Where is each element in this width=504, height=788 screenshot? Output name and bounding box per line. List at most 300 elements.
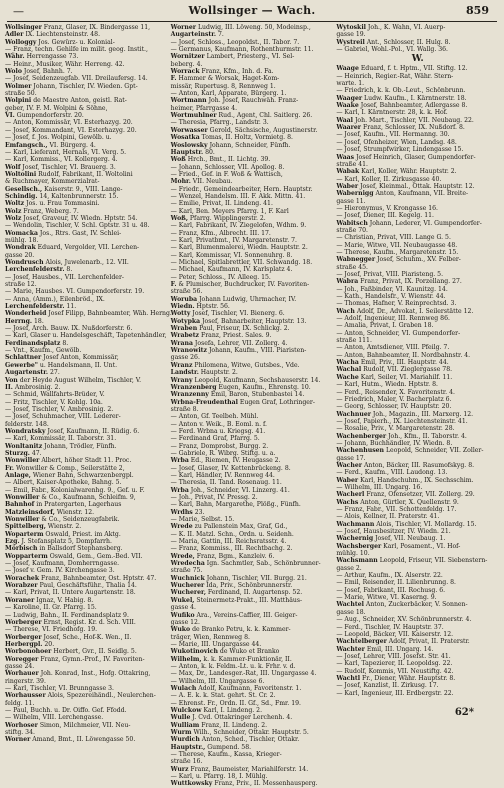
directory-entry: — Karl, Ben. Meyers Pfarrg. 1, F. Karl [170,207,289,215]
directory-entry: Wytoskil Joh., K. Wahn, VI. Auerp- [336,24,446,31]
directory-entry: — Josef, Diener, III. Kegelg. 11. [336,212,434,220]
directory-entry: — Wendolin, Tischler, V. Schl. Gptstr. 31 u. 48. [5,222,150,230]
directory-entry: — Rosalie, Priv., V. Margaretenstr. 28. [336,425,455,433]
directory-entry: — Peter, Schloss., IV. Alleeg. 15. [170,273,271,281]
directory-entry: Wollsinger Franz, Glaser, IX. Bindergasse 11, [5,24,151,31]
directory-entry: — Franz, Kfm., Albrecht. III. 17. [170,229,271,237]
directory-entry: Sturzg. 47. [5,449,42,457]
directory-entry: Ezg. J. Stefansplatz 5, Dompfarrh. [5,538,112,546]
directory-entry: — Marie, Witwe, VI. Kaserng. 9. [336,594,437,602]
directory-entry: — Max, Dr., Landesger.-Rat, III. Ungargasse 4. [170,670,317,678]
directory-entry: Wachtl Fr., Diener, Währ. Hauptstr. 8. [336,674,456,682]
directory-entry: — Karl, Hutm., Wiedn. Hptstr. 8. [336,381,438,389]
directory-entry: — Arthur, Kaufm., IX. Alserstr. 22. [336,572,443,580]
directory-entry: Wach Adolf, Dr., Advokat, I. Seilerstätte 12. [336,307,474,315]
directory-entry: Wukotinovich de Wuko et Branko [170,648,280,656]
directory-entry: — Anton, Schneider, VI. Gumpendorfer- [336,329,461,337]
directory-entry: Adler IX. Liechtensteinstr. 48. [5,31,101,39]
directory-entry: Woltz Jos. u. Frau Tommasini. [5,200,100,208]
directory-entry: Wrba Joh., Schneider, VI. Linzerg. 41. [170,486,290,494]
column-1 [5,24,172,744]
directory-entry: — Franz, Kommiss., III. Rechtbachg. 2. [170,545,293,553]
directory-entry: Waber Karl, Handschuhm., IX. Sechsschim. [336,476,474,484]
directory-entry: Waager Ludw. Kaufm., I. Kärntnerstr. 18. [336,94,467,102]
directory-entry: — Karl, I. Kärntnerstr. 28, k. k. Hof. [336,109,448,117]
directory-entry: Wachtelberger Adolf, Privat, II. Praterstr. [336,638,470,646]
directory-entry: — Therese, Kaufm., Kassa, Krieger- [170,751,282,759]
directory-entry: F. & Plumischer, Buchdrucker, IV. Favoriten- [170,281,310,289]
directory-entry: Wonwiller & Co., Kaufmann, Schleifm. 9, [5,494,136,501]
directory-entry: Woltolini Rudolf, Fabrikant, II. Woltolini [5,170,133,178]
directory-entry: ringerstr. 39. [5,677,46,685]
directory-entry: — Karl, Kommissär, II. Taborstr. 31. [5,435,117,443]
directory-entry: Wachenhusen Leopold, Schneider, VII. Zoller- [336,447,484,455]
directory-entry: Woruba Johann Ludwig, Uhrmacher, IV. [170,295,297,303]
directory-entry: Ferdinandsplatz 8. [5,339,69,347]
directory-entry: Emfangsch., VI. Bürgerg. 4. [5,141,96,149]
directory-entry: beberg. 4. [170,60,203,68]
directory-entry: — Josef, Kommandant, VI. Esterhazyg. 20. [5,126,137,134]
directory-entry: Wranowitz Johann, Kaufm., VIII. Piaristen- [170,347,307,355]
directory-entry: Worbonohoer Herbert, Gvr., II. Seidlg. 5. [5,648,137,656]
directory-entry: — Ferd., Tischler, IV. Hauptstr. 37. [336,623,444,631]
directory-entry: Wolf Josef, Tischler, VI. Brauerg. 3. [5,163,116,171]
directory-entry: träger, Wien, Rennweg 8. [170,633,250,641]
directory-entry: Wondratsky Josef, Kaufmann, II. Rüdig. 6. [5,427,140,435]
running-head: Wollsinger — Wach. [188,4,316,17]
directory-entry: Fr. Wonwiller & Comp., Seilerstätte 2, [5,464,125,472]
directory-entry: — Adolf, Ingenieur, III. Rennweg 86. [336,315,450,323]
directory-entry: Wolo Josef, Bahnh. 7. [5,68,73,76]
directory-entry: Wiedn. Hptstr. 56. [170,303,230,311]
directory-entry: — Hieronymus, V. Krongasse 16. [336,204,438,212]
directory-entry: Wosatka Tomas, II. Holtz, Vormietg. 8. [170,134,293,142]
directory-entry: Herbergpl. 20. [5,640,55,648]
directory-entry: Wrba Ed., Riemen, IV. Heugasse 2. [170,457,281,465]
directory-entry: — Ehrenst. Fr., Ordn. II. Gf., Sd., Fmr. 19. [170,699,301,707]
directory-entry: Worner Amand, Bmt., II. Löwengasse 50. [5,736,136,744]
directory-entry: Wabra Franz, Privat, IX. Porzellang. 27. [336,278,462,286]
directory-entry: — Fried., Gef. in F. Woß & Wattisch, [170,170,283,178]
directory-entry: mühlg. 18. [5,236,39,244]
directory-entry: — Wilhelm, III. Ungargasse 6. [170,677,265,685]
directory-entry: straße 70. [336,226,369,234]
directory-entry: Wachs Anton, Gürtler, X. Quellenstr. 9. [336,498,459,506]
directory-entry: Herrng. 18. [5,317,44,325]
directory-entry: — Franz, Domprobst, Burgg. 2. [170,442,269,450]
directory-entry: — Josef, Privat, VIII. Piaristeng. 5. [336,271,444,278]
directory-entry: warte. 1. [336,80,365,88]
directory-entry: — Franz, techn. Gehilfe im milit. geog. Instit., [5,46,148,54]
directory-entry: — Paul, Buchh. u. Dr. Oiffo. Gef. Ffodd. [5,706,127,714]
directory-entry: Augartenstr. 27. [5,369,60,377]
directory-entry: Waarer Franz, Schlosser, IX. Nußdorf. 8. [336,124,465,132]
directory-entry: Mohr. VII. Neubau. [170,178,233,186]
page-header [5,4,499,20]
directory-entry: Wabernigg Anton, Kaufmann, VII. Breite- [336,190,469,198]
directory-entry: Wondrak Eduard, Vergolder, VII. Lerchen- [5,244,140,252]
directory-entry: — Anton v. Weik., B. Eoml. n. f. [170,420,268,428]
directory-entry: Gewerbe" u. Handelsmann, II. Unt. [5,361,118,369]
directory-entry: — Friedr., Gemeindearbeiter, Hern. Hauptstr. [170,185,313,193]
directory-entry: gasse 20. [5,251,35,259]
directory-entry: — Josef, Kaufm., VII. Hermanng. 30. [336,131,450,139]
directory-entry: — Josef, Ofenheizer, Wien, Landsg. 48. [336,138,457,146]
directory-entry: — Amalia, Privat, I. Graben 18. [336,322,434,330]
directory-entry: — Josef, Hausbes., VII. Lerchenfelder- [5,273,124,281]
directory-entry: — Josef, Papierh., IX. Liechtensteinstr. 41. [336,417,468,425]
directory-entry: — Josef, Glaser, IV. Kettenbrückeng. 8. [170,464,291,472]
directory-entry: — Josef, Seidenzeugfab. VII. Dreilaufersg. 14. [5,75,148,83]
page-number: 859 [466,4,489,17]
directory-entry: Matzleinsdorf, Wienstr. 12. [5,508,95,516]
directory-entry: — Anton, k. k. Feldm.-Lt. u. k. Frhr. v. d. [170,662,296,670]
directory-entry: — Karl, Koller, II. Zirkusgasse 40. [336,175,442,183]
directory-entry: Waake Josef, Bahnbeamter, Adlergasse 8. [336,102,468,110]
directory-entry: Wranz Philomena, Witwe, Gutsbes., Vde. [170,361,300,369]
directory-entry: — Ferd., Kaufm., VIII. Laudong. 13. [336,469,448,477]
directory-entry: Wopparterm Oswald, Gem., Gem.-Bed. VII. [5,552,143,560]
directory-entry: — Karl, u. Pfarrg. 18, I. Mühlg. [170,773,268,781]
directory-entry: Wrany Leopold, Kaufmann, Sechshauserstr. 14. [170,376,321,384]
directory-entry: Von der Heyde August Wilhelm, Tischler, V. [5,376,142,384]
directory-entry: Wukel, Steinermetz-Prakt., III. Matthäus- [170,596,303,604]
directory-entry: Wortmann Joh. Josef, Rauchwäh. Franz- [170,97,299,105]
directory-entry: Wurz Franz, Baumeister, Mariahilferstr. 14. [170,765,309,773]
directory-entry: F. Hammer & Worsak, Haget-Kom- [170,75,280,83]
directory-entry: Lerchenfelderstr. 11. [5,303,77,311]
directory-entry: — Marie, Witwe, VII. Neubaugasse 48. [336,241,458,249]
directory-entry: — Therese, VI. Friedhofg. 19. [5,626,98,634]
directory-entry: gasse 24. [5,662,35,670]
directory-entry: gasse 4. [170,604,197,612]
directory-entry: — Josef, Schuhmacher, VIII. Lederer- [5,413,121,421]
directory-entry: Wystreil Ant., Schlosser, II. Hulg. 8. [336,38,451,46]
directory-entry: — Karl, Ingenieur, III. Erdbergstr. 22. [336,689,454,697]
directory-entry: Wolloggy Jos. Gewürz- u. Kolonial- [5,38,115,46]
directory-entry: Wonwiller & Co., Seidenzeugfabrik. [5,516,120,524]
directory-entry: Lerchenfelderstr. 8. [5,266,73,274]
directory-entry: — Heinrich, Regier.-Rat, Währ. Stern- [336,72,454,80]
directory-entry: Wondrusch Alois, Juwelenarb., 12. VII. [5,259,129,266]
directory-entry: Wotypka Josef, Bahnarbeiter, Hauptstr. 13. [170,317,307,325]
directory-entry: — Josef, Fabrikant, III. Rochusg. 6. [336,586,446,594]
directory-entry: Wranzenny Emil, Baron, Stubenbastei 14. [170,391,305,399]
directory-entry: Wonltanitz Johann, Trödler, Fünfh. [5,442,117,450]
directory-entry: — Kath., Handelsfr., V. Wienstr. 44. [336,293,446,301]
directory-entry: Wraben Paul, Friseur, IX. Schlickg. 2. [170,325,290,333]
directory-entry: Wachenberger Joh., Kfm., II. Taborstr. 4. [336,432,467,440]
directory-entry: Mörbisch in Ballsdorf Stephansberg. [5,545,123,553]
directory-entry: Wrede, Franz, Bgm., Kanzleiv. 6. [170,552,275,560]
directory-entry: — Emil, Reisender, II. Lilienbrunng. 8. [336,579,457,587]
header-dash: — [13,5,24,18]
directory-entry: Wachter Emil, III. Ungarg. 14. [336,645,434,653]
directory-entry: Wulckow Karl, I. Lindeng. 2. [170,706,263,714]
directory-entry: — Fritz, Tischler, V. Kohlg. 10a. [5,398,103,406]
column-2 [170,24,334,788]
directory-entry: — Anton, Bahnbeamter, II. Nordbahnstr. 4. [336,351,471,359]
directory-entry: — Karl, Blumenmalerei, Wiedn. Hauptstr. 2. [170,244,308,252]
directory-entry: — Therese, Kaufm., Margaretenstr. 15. [336,248,459,256]
signature-mark: 62* [454,707,474,718]
directory-entry: straße 12. [5,281,37,289]
directory-entry: Wacherl Franz, Ofensetzer, VII. Zollerg. 29. [336,491,475,499]
directory-entry: gasse 19. [336,31,366,39]
directory-entry: — Vnt., Kaufm., Gewölb. [5,347,82,355]
directory-entry: — Theresia, Pfarrg., Landstr. 3. [170,119,269,127]
directory-entry: — Marie, III. Ungargasse 44. [170,640,262,648]
directory-entry: — K. II. Matzl. Schn., Ordn. u. Seidenh. [170,530,294,538]
directory-entry: Wurm Wilh., Schneider, Ottakr. Hauptstr. 5. [170,729,309,736]
directory-entry: — Josef, Tischler, V. Ambrosinig. 2. [5,405,114,413]
directory-entry: straße 45. [336,263,369,271]
directory-entry: — Wilhelm, III. Ungarg. 16. [336,483,423,491]
directory-entry: — Maria, Gattin, III. Reichsratsstr. 4. [170,538,287,546]
directory-entry: — Joh., Faßbinder, VI. Kaunitzg. 14. [336,285,448,293]
directory-entry: — Karl, Bahn, Margarethe, Plößg., Fünfh. [170,501,301,509]
directory-entry: stiftg. 34. [5,729,35,736]
directory-entry: Worberger Josef, Sche., Hof-K. Wen., II. [5,633,132,641]
directory-entry: — Johann, Buchhändler, IV. Wiedn. 8. [336,439,453,447]
directory-entry: gasse 12. [170,618,200,626]
directory-entry: Wachsberger Karl, Posament., VI. Hof- [336,542,461,550]
directory-entry: — Ludwig, Bahn., II. Ferdinandsplatz 9. [5,611,129,619]
directory-entry: — Ferd. Wrbna u. Kriegsg. 41. [170,427,266,435]
directory-entry: — Josef, f. Jos. Wolpini, Gewölb. u. [5,134,112,142]
directory-entry: Augarteinstr. 7. [170,31,224,39]
directory-entry: VI. Gumpendorferstr. 20. [5,112,84,120]
directory-entry: — Georg, Schlosser, IV. Hauptstr. 20. [336,403,452,411]
directory-entry: feldg. 11. [5,699,35,707]
directory-entry: Woslowsky Johann, Schneider, Fünfh. [170,141,291,149]
directory-entry: Wucherer Ida, Priv., Schönbrunnerstr. [170,582,293,590]
directory-entry: Wachtel Anton, Zuckerbäcker, V. Sonnen- [336,601,468,609]
directory-entry: straße 16. [170,758,203,766]
directory-entry: Wabnegger Josef, Schuhm., XV. Felber- [336,256,461,264]
directory-entry: Schlattner Josef Anton, Kommissär, [5,354,119,362]
directory-entry: Wrede zu Pallenstein Max, Graf, Gd., [170,523,288,531]
directory-entry: straße 8. [170,405,199,413]
directory-entry: Woregger Franz, Gymn.-Prof., IV. Favoriten- [5,655,145,663]
directory-entry: — Marie, Selbst. 15. [170,516,235,524]
directory-entry: Wacher Anton, Bäcker, III. Rasumofskyg. 8. [336,461,475,469]
directory-entry: Woraner Ignaz, V. Habig. 8. [5,596,94,604]
directory-entry: — Josef, Schloss., Leopoldst., II. Tabor. 7. [170,38,300,46]
directory-entry: Wachernig Josef, VII. Neubaug. 1. [336,535,446,543]
section-letter: W. [411,54,424,65]
directory-entry: Währ. Herrengasse 73. [5,53,79,61]
directory-entry: Wredecha Ign. Sachmtler, Sab., Schönbrunner- [170,560,321,568]
directory-entry: Waal Joh. Mart., Tischler, VII. Neubaug. 22. [336,116,474,124]
directory-entry: gasse 11. [336,197,366,205]
directory-entry: — Michael, Kaufmann, IV. Karlsplatz 4. [170,266,293,274]
directory-entry: missär, Rupertusg. 8, Rennweg 1. [170,82,276,90]
directory-entry: — Josef, Arch. Bauw. IX. Nußdorferstr. 6. [5,325,133,333]
directory-entry: — Franz, Fabr., VII. Schottenfeldg. 17. [336,506,457,513]
directory-entry: Wolmer Johann, Tischler, IV. Wieden. Gpt- [5,82,138,90]
directory-entry: — Ferdinand Graf, Pfarrg. 5. [170,435,260,443]
directory-entry: — Leopold, Bäcker, VII. Kaiserstr. 12. [336,630,454,638]
directory-entry: — Josef v. Gem. IV. Kirchengasse 3. [5,567,115,575]
directory-entry: — Karl, Kommissar, VI. Sonnenuhrg. 8. [170,251,293,259]
directory-entry: — Aug., Schneider, XV. Schönbrunnerstr. 4. [336,616,472,624]
directory-entry: Wachal Rudolf, VII. Zieglergasse 78. [336,366,453,374]
directory-entry: straße 50. [5,90,37,98]
header-rule [7,21,497,22]
directory-entry: — Josef, Kaufmann, Domherrngasse. [5,560,120,568]
directory-entry: Waage Eduard, f. t. Hptm., VII. Stiftg. 12. [336,65,468,73]
directory-entry: gasse 18. [336,608,366,616]
directory-entry: — Thomas, Hafner, V. Reinprechtsd. 3. [336,300,457,308]
directory-entry: mühlg. 10. [336,550,370,558]
directory-entry: Gesellsch., Kaiserstr. 9., VIII. Lange- [5,185,123,193]
directory-entry: — Karl, Fabrikant, IV. Ziegelofen, Wdhm. 9. [170,222,307,230]
directory-entry: — Rudolf, Kommis, VII. Neustiftg. 42. [336,667,454,675]
directory-entry: Wrana Josefa, Lehrer, VII. Zollerg. 4. [170,339,288,347]
directory-entry: Wachmann Alois, Tischler, VI. Mollardg. 15. [336,520,477,528]
directory-entry: Bahnhof in Pratergarten, Lagerhaus [5,501,122,509]
directory-entry: Worhauer Joh. Konrad, Inst., Hofg. Ottakring, [5,670,151,678]
column-3 [336,24,499,708]
directory-entry: — Karl, Glaser u. Handelsgeschäft, Tapetenhändler, [5,332,167,340]
directory-entry: — Karl, Lieferant, Hernals, VI. Verg. 5. [5,148,127,156]
directory-entry: — Wilhelm, VIII. Lerchengasse. [5,714,104,722]
directory-entry: Woß Hrch., Bmt., II. Lichtg. 39. [170,156,271,164]
directory-entry: gasse 26. [170,354,200,362]
directory-entry: Wrbna-Freudenthal Eugen Graf, Lothringer- [170,398,315,406]
directory-entry: Worabzer Paul, Geschäftsführ., Thalia 14. [5,582,137,590]
directory-entry: — Karl, Tischler, VI. Brunngasse 3. [5,684,114,692]
directory-entry: — Wenzel, Handelsm. III. F. Akk. Mittn. 41. [170,192,306,200]
directory-entry: — Schmid, Wallfahrts-Brüder, V. [5,391,105,399]
directory-entry: — Karl, Tapezierer, II. Leopoldsg. 22. [336,660,453,668]
directory-entry: Woparterm Oswald, Priest. im Aktg. [5,530,121,538]
directory-entry: — Josef, Strumpfwirker, Lindengasse 15. [336,146,464,154]
directory-entry: Wachnuer Joh., Magazin., III. Marxerg. 12. [336,410,474,418]
directory-entry: Anlage, Wiener Bahn, Schwarzenbergpl. [5,471,134,479]
directory-entry: — Friedrich, Maler, V. Bacherplatz 6. [336,395,452,403]
directory-entry: Landstr. Hauptstr. 2. [170,369,238,377]
directory-entry: felderstr. 148. [5,420,49,428]
directory-entry: geber, IV. F. M. Wolpini & Söhne, [5,104,108,112]
directory-entry: — Friedrich, k. k. Ob.-Leut., Schönbrunn. [336,87,466,95]
directory-entry: Wulliam Franz, II. Lindeng. 2. [170,721,268,729]
directory-entry: Worberger Ernst, Regist. Kr. d. Sch. VIII. [5,618,136,626]
directory-entry: — Emil, Fabr., Kolonialwarenhg. 9., Gef. u. F. [5,486,145,494]
directory-entry: — Ferd., Reisender, X. Favoritenstr. 4. [336,388,455,396]
directory-entry: Wornitzer Lambert, Priesterg., VI. Sel- [170,53,295,61]
directory-entry: Worachek Franz, Bahnbeamter, Ost. Hptstr. 47. [5,574,157,582]
directory-entry: — Albert, Kaiser-Apotheke, Bahng. 5. [5,479,122,487]
directory-entry: Wabitsch Johann, Lederer, VI. Gumpendorfer- [336,219,482,227]
directory-entry: Spittelberg, Wienstr. 2. [5,523,82,531]
directory-entry: Worrack Franz, Kfm., Inh. d. Fa. [170,68,274,76]
directory-entry: Wacha Emil, Priv., III. Hauptstr. 44. [336,359,449,367]
directory-entry: Wache Karl, Seiler, VI. Mariahilf. 11. [336,373,453,381]
directory-entry: Wachsmann Leopold, Friseur, VII. Siebenstern- [336,557,488,565]
directory-entry: Schindig. 14, Kaltenbrunnerstr. 15. [5,192,119,200]
directory-entry: & Ruchmayer, Kommerzialrat- [5,178,100,186]
directory-entry: Wortmuhlner Rud., Agent, Chl. Saitlerg. 26. [170,112,313,120]
directory-entry: Wonderheid Josef Filipp, Bahnbeamter, Wäh. Herng. [5,310,172,318]
directory-entry: — Anton, Karl, Apparate, Bürgerg. 1. [170,90,287,98]
directory-entry: Wuko de Branko Petru, k. k. Kammer- [170,626,291,634]
directory-entry: — Michael, Spitlabrettler, VII. Schwandg. 18. [170,259,313,266]
directory-entry: Wabak Karl, Koller, Währ. Hauptstr. 2. [336,168,457,176]
directory-entry: Wranzenberg Eugen, Kaufm., Ehrenstg. 10. [170,383,311,391]
directory-entry: — Gabriele, R. Wibrg. Stiftg. u. a. [170,449,276,457]
directory-entry: Wulle J. Cvd. Ottakringer Lerchenh. 4. [170,714,293,722]
directory-entry: Wufiko Ara., Vereins-Caffier, III. Geiger- [170,611,298,619]
directory-entry: Worner Ludwig, III. Löweng. 50, Modeinsp., [170,24,311,31]
directory-entry: — Anton, Kommissär, VI. Esterhazyg. 20. [5,119,133,127]
directory-entry: Woß, Pfarrg. Wipplingerstr. 2. [170,214,266,222]
directory-entry: — Karl, Händler, IV. Rennweg 44. [170,471,275,479]
directory-entry: heimer, Pfarrgasse 4. [170,104,238,112]
directory-entry: — Johann, Schlosser, VII. Apollog. 8. [170,163,285,171]
directory-entry: — Anna, (Amm.), Eilenbröd., IX. [5,295,105,303]
directory-entry: Worhausser Alois, Spezereihändl., Neulerchen- [5,692,156,700]
directory-entry: Wurdich Anton, Sched., Tischler, Ottakr. [170,736,300,744]
directory-entry: — Karl, Kommiss., VI. Kollergerg. 4. [5,156,118,164]
directory-entry: Wilhelm, k. k. Kammer-Funktionär, II. [170,655,292,663]
directory-entry: — Joh., Privat, IV. Pressg. 2. [170,494,258,501]
directory-entry: Wotty Josef, Tischler, VI. Bienerg. 6. [170,310,285,318]
directory-entry: Worhoser Simon, Milchmeier, VII. Neu- [5,721,131,729]
directory-entry: — Theresia, II. Tand. Rosenaug. 11. [170,479,282,487]
directory-entry: — Christian, Privat, VIII. Lange G. 5. [336,234,451,242]
directory-entry: straße 75. [170,567,203,575]
directory-entry: — Germanus, Kaufmann, Rothenthurmstr. 11. [170,46,314,54]
directory-entry: Wonwiller Albert, höher Stadt 11. Proc. [5,457,132,465]
directory-entry: — Alois, Kellner, II. Praterstr. 41. [336,513,440,521]
directory-entry: — Marie, Hausbes. VI. Gumpendorferstr. 19. [5,288,145,296]
directory-entry: Waber Josef, Kleinmal., Ottak. Hauptstr. 12. [336,182,475,190]
directory-entry: — Gabriel, Wohl.-Pol., VI. Wallg. 36. [336,46,449,54]
directory-entry: Worwasser Gerold, Sächsische, Augustinerstr. [170,126,318,134]
directory-entry: Wuttkowsky Franz, Priv., II. Messenhausperg. [170,780,318,788]
directory-entry: — Josef, Lehrer, VIII. Josefst. Str. 41. [336,652,451,660]
directory-entry: straße 56. [170,288,203,296]
directory-entry: — Anton, Gf. Teelbeh. Mühl. [170,413,259,421]
directory-entry: Wucherer, Ferdinand, II. Augartensp. 52. [170,589,303,597]
directory-entry: Wolpini de Maestre Anton, geistl. Rat- [5,97,127,105]
directory-entry: Hauptstr. 80. [170,148,215,156]
directory-entry: Waas Josef Heinrich, Glaser, Gumpendorfer- [336,153,476,161]
directory-entry: — Karl, Privatbmt., IV. Margaretenstr. 7. [170,236,297,244]
directory-entry: — Josef, Hausbesitzer, IV. Wiedn. 21. [336,528,451,536]
directory-entry: Wrabetz Franz, Priest. Sales. 9. [170,332,272,340]
directory-entry: II. Ambrosinig. 2. [5,383,61,391]
directory-entry: gasse 17. [336,454,366,462]
directory-entry: Womacka Jos., Rtrs. Gast, IV. Schlei- [5,229,122,237]
directory-entry: Hauptstr., Gumpend. 58. [170,743,252,751]
directory-entry: straße 41. [336,160,369,168]
directory-entry: — Josef, Kanzlist, II. Zirkusg. 17. [336,682,439,690]
directory-entry: — Karoline, II. Gr. Pfarrg. 15. [5,604,97,612]
directory-entry: — Karl, Privat, II. Untere Augartenstr. 18. [5,589,136,597]
directory-entry: gasse 2. [336,564,362,572]
directory-entry: Wolz Josef, Graveur, IV. Wiedn. Hptstr. 54. [5,214,138,222]
directory-entry: — Anton, Amtsdiener, VIII. Pfeilg. 7. [336,344,450,352]
directory-entry: — A. E. k. k. Stat. gehrt. St. Cr. 2. [170,692,276,700]
directory-entry: Wrdhs 23. [170,508,205,516]
directory-entry: — Heinr., Musiker, Währ. Herreng. 42. [5,60,125,68]
directory-entry: Wolz Franz, Weberg. 7. [5,207,79,215]
directory-entry: — Emilie, Privat, II. Lindeng. 41. [170,200,273,208]
directory-entry: straße 111. [336,337,372,345]
